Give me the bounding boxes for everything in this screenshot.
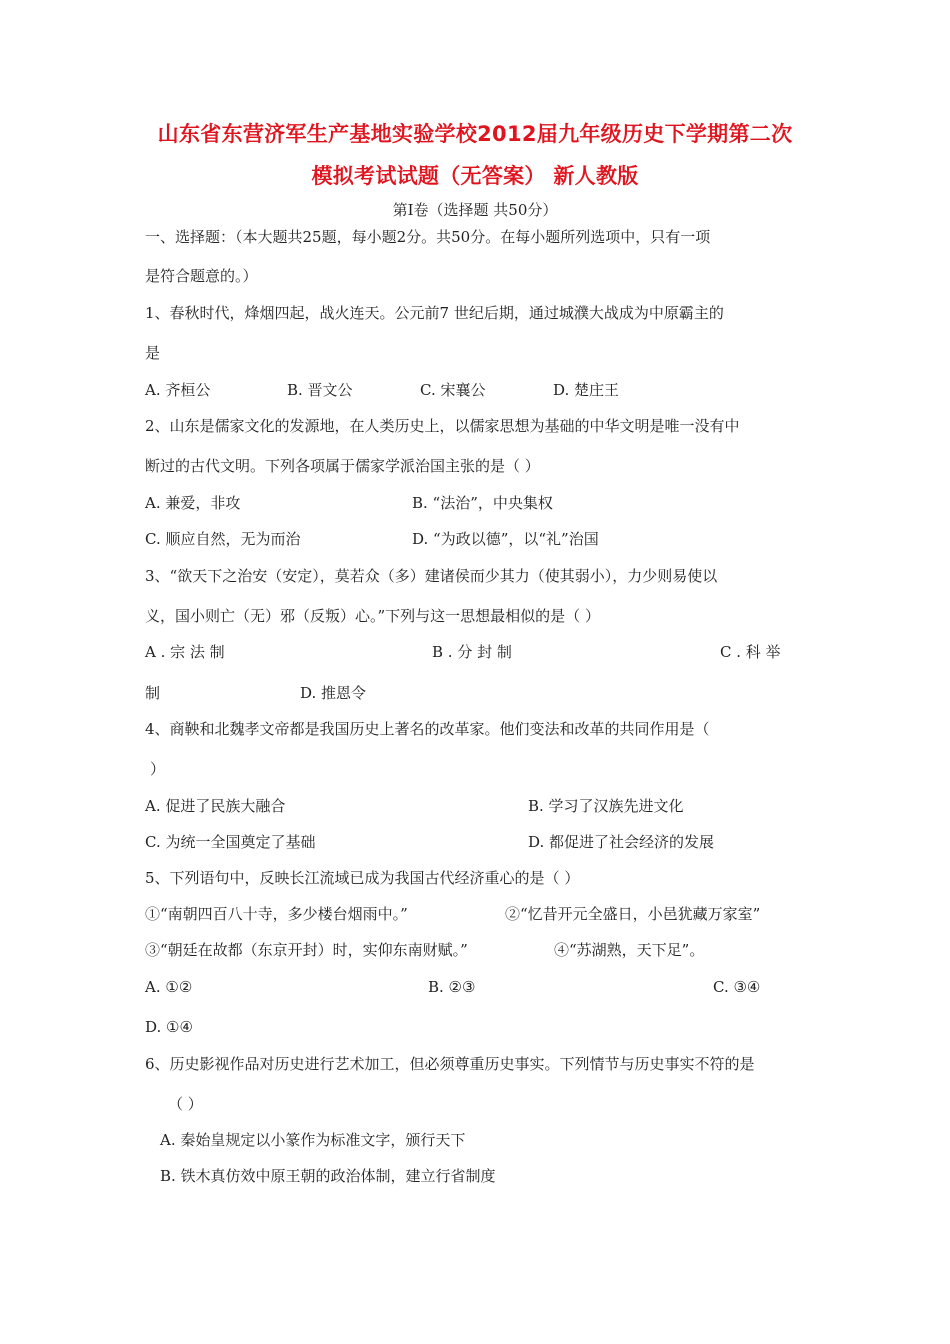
q4-option-a: A. 促进了民族大融合 xyxy=(145,797,286,815)
q1-stem-line-1: 1、春秋时代，烽烟四起，战火连天。公元前7 世纪后期，通过城濮大战成为中原霸主的 xyxy=(145,304,724,322)
q4-option-d: D. 都促进了社会经济的发展 xyxy=(528,833,715,851)
q3-option-b: B . 分 封 制 xyxy=(432,643,512,661)
section-header: 第Ⅰ卷（选择题 共50分） xyxy=(392,201,558,219)
q3-option-c-continued: 制 xyxy=(145,684,161,702)
q2-stem-line-2: 断过的古代文明。下列各项属于儒家学派治国主张的是（ ） xyxy=(145,457,540,475)
q5-option-b: B. ②③ xyxy=(428,978,476,996)
q3-stem-line-2: 义，国小则亡（无）邪（反叛）心。”下列与这一思想最相似的是（ ） xyxy=(145,607,600,625)
q6-stem-line-1: 6、历史影视作品对历史进行艺术加工，但必须尊重历史事实。下列情节与历史事实不符的是 xyxy=(145,1055,755,1073)
q3-option-c: C . 科 举 xyxy=(720,643,781,661)
q6-option-a: A. 秦始皇规定以小篆作为标准文字，颁行天下 xyxy=(160,1131,466,1149)
q4-stem-line-2: ） xyxy=(150,760,166,778)
q1-stem-line-2: 是 xyxy=(145,344,161,362)
q5-statement-4: ④“苏湖熟，天下足”。 xyxy=(554,941,705,959)
instructions-line-1: 一、选择题：（本大题共25题，每小题2分。共50分。在每小题所列选项中，只有一项 xyxy=(145,228,711,246)
q5-option-a: A. ①② xyxy=(145,978,193,996)
q2-option-a: A. 兼爱，非攻 xyxy=(145,494,241,512)
document-title-line-1: 山东省东营济军生产基地实验学校2012届九年级历史下学期第二次 xyxy=(157,122,793,146)
q1-option-c: C. 宋襄公 xyxy=(420,381,486,399)
instructions-line-2: 是符合题意的。） xyxy=(145,267,258,285)
q4-option-b: B. 学习了汉族先进文化 xyxy=(528,797,684,815)
q5-statement-3: ③“朝廷在故都（东京开封）时，实仰东南财赋。” xyxy=(145,941,468,959)
q5-option-d: D. ①④ xyxy=(145,1018,193,1036)
q6-stem-line-2: （ ） xyxy=(168,1095,203,1113)
q5-option-c: C. ③④ xyxy=(713,978,761,996)
q5-statement-2: ②“忆昔开元全盛日，小邑犹藏万家室” xyxy=(505,905,761,923)
q5-statement-1: ①“南朝四百八十寺，多少楼台烟雨中。” xyxy=(145,905,408,923)
q1-option-a: A. 齐桓公 xyxy=(145,381,211,399)
q4-option-c: C. 为统一全国奠定了基础 xyxy=(145,833,316,851)
q1-option-b: B. 晋文公 xyxy=(287,381,353,399)
document-title-line-2: 模拟考试试题（无答案） 新人教版 xyxy=(311,164,639,188)
q3-option-a: A . 宗 法 制 xyxy=(145,643,225,661)
q2-option-c: C. 顺应自然，无为而治 xyxy=(145,530,301,548)
q4-stem-line-1: 4、商鞅和北魏孝文帝都是我国历史上著名的改革家。他们变法和改革的共同作用是（ xyxy=(145,720,710,738)
q6-option-b: B. 铁木真仿效中原王朝的政治体制，建立行省制度 xyxy=(160,1167,496,1185)
q1-option-d: D. 楚庄王 xyxy=(553,381,620,399)
q3-stem-line-1: 3、“欲天下之治安（安定），莫若众（多）建诸侯而少其力（使其弱小），力少则易使以 xyxy=(145,567,718,585)
q2-option-d: D. “为政以德”，以“礼”治国 xyxy=(412,530,599,548)
q2-option-b: B. “法治”，中央集权 xyxy=(412,494,553,512)
q3-option-d: D. 推恩令 xyxy=(300,684,367,702)
q2-stem-line-1: 2、山东是儒家文化的发源地，在人类历史上，以儒家思想为基础的中华文明是唯一没有中 xyxy=(145,417,740,435)
q5-stem: 5、下列语句中，反映长江流域已成为我国古代经济重心的是（ ） xyxy=(145,869,580,887)
